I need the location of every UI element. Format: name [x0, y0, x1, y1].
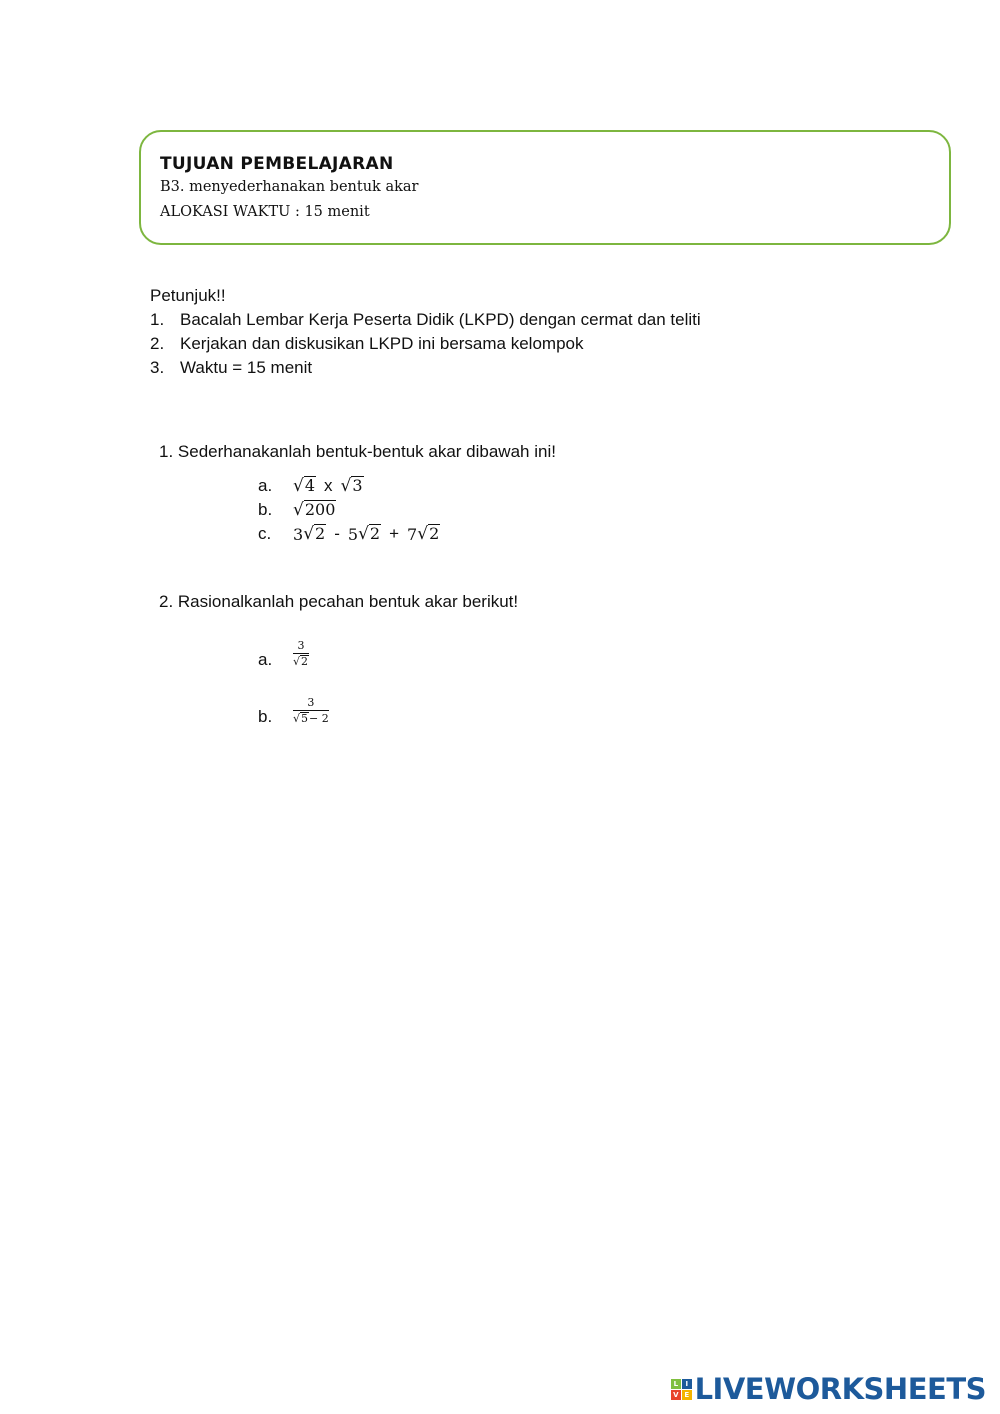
sqrt-symbol: √	[303, 524, 315, 544]
sqrt-3	[341, 476, 364, 496]
instructions-list	[150, 310, 701, 382]
math-expression	[293, 524, 440, 544]
operator: x	[324, 476, 333, 495]
instruction-text: Bacalah Lembar Kerja Peserta Didik (LKPD) dengan cermat dan teliti	[180, 310, 701, 329]
logo-tile: L	[671, 1379, 681, 1389]
radicand: 4	[304, 476, 316, 495]
numerator: 3	[297, 638, 305, 652]
option-label: a.	[258, 476, 273, 495]
sqrt-2	[293, 655, 309, 668]
sqrt-2	[417, 524, 440, 544]
instructions-heading: Petunjuk!!	[150, 286, 226, 305]
sqrt-5	[293, 712, 309, 725]
question-1-option-c	[258, 524, 440, 544]
sqrt-symbol: √	[293, 654, 301, 668]
logo-tile: E	[682, 1390, 692, 1400]
instruction-item	[150, 310, 701, 334]
question-2-option-a	[258, 636, 309, 670]
question-1-option-b	[258, 500, 336, 520]
logo-tile: V	[671, 1390, 681, 1400]
option-label: b.	[258, 500, 273, 519]
sqrt-symbol: √	[293, 500, 304, 520]
sqrt-symbol: √	[293, 476, 304, 496]
liveworksheets-logo-icon	[671, 1379, 692, 1400]
question-2-text: 2. Rasionalkanlah pecahan bentuk akar berikut!	[159, 592, 519, 611]
math-expression	[293, 500, 336, 520]
sqrt-2	[358, 524, 381, 544]
liveworksheets-brand	[671, 1372, 986, 1406]
instruction-item	[150, 334, 701, 358]
logo-tile: I	[682, 1379, 692, 1389]
coefficient: 3	[293, 524, 304, 544]
denominator	[293, 710, 329, 725]
sqrt-2	[303, 524, 326, 544]
sqrt-200	[293, 500, 336, 520]
instructions	[150, 286, 701, 382]
instruction-text: Kerjakan dan diskusikan LKPD ini bersama kelompok	[180, 334, 584, 353]
brand-text: LIVEWORKSHEETS	[694, 1372, 986, 1406]
radicand: 2	[315, 524, 326, 543]
goal-time-allocation: ALOKASI WAKTU : 15 menit	[160, 204, 370, 220]
radicand: 200	[304, 500, 336, 519]
radicand: 5	[301, 711, 309, 725]
sqrt-4	[293, 476, 316, 496]
option-label: a.	[258, 650, 273, 669]
fraction	[293, 696, 329, 725]
denominator-rest: − 2	[309, 711, 329, 725]
sqrt-symbol: √	[340, 476, 352, 496]
goal-title: TUJUAN PEMBELAJARAN	[160, 154, 394, 174]
question-2-option-b	[258, 693, 329, 727]
learning-goal-box	[139, 130, 951, 245]
denominator	[293, 653, 309, 668]
question-1-option-a	[258, 476, 364, 496]
radicand: 2	[369, 524, 381, 543]
radicand: 3	[352, 476, 363, 495]
option-label: b.	[258, 707, 273, 726]
instruction-number: 1.	[150, 310, 165, 329]
option-label: c.	[258, 524, 272, 543]
numerator: 3	[307, 695, 315, 709]
instruction-number: 2.	[150, 334, 165, 353]
instruction-number: 3.	[150, 358, 165, 377]
operator: +	[389, 524, 400, 543]
operator: -	[334, 524, 340, 543]
instruction-item	[150, 358, 701, 382]
sqrt-symbol: √	[417, 524, 429, 544]
goal-competency: B3. menyederhanakan bentuk akar	[160, 179, 419, 195]
sqrt-symbol: √	[358, 524, 369, 544]
fraction	[293, 639, 309, 668]
sqrt-symbol: √	[293, 711, 301, 725]
coefficient: 5	[347, 524, 359, 544]
radicand: 2	[301, 654, 309, 668]
question-1-text: 1. Sederhanakanlah bentuk-bentuk akar dibawah ini!	[159, 442, 556, 461]
math-expression	[293, 476, 364, 496]
instruction-text: Waktu = 15 menit	[180, 358, 313, 377]
radicand: 2	[429, 524, 440, 543]
coefficient: 7	[407, 524, 418, 544]
